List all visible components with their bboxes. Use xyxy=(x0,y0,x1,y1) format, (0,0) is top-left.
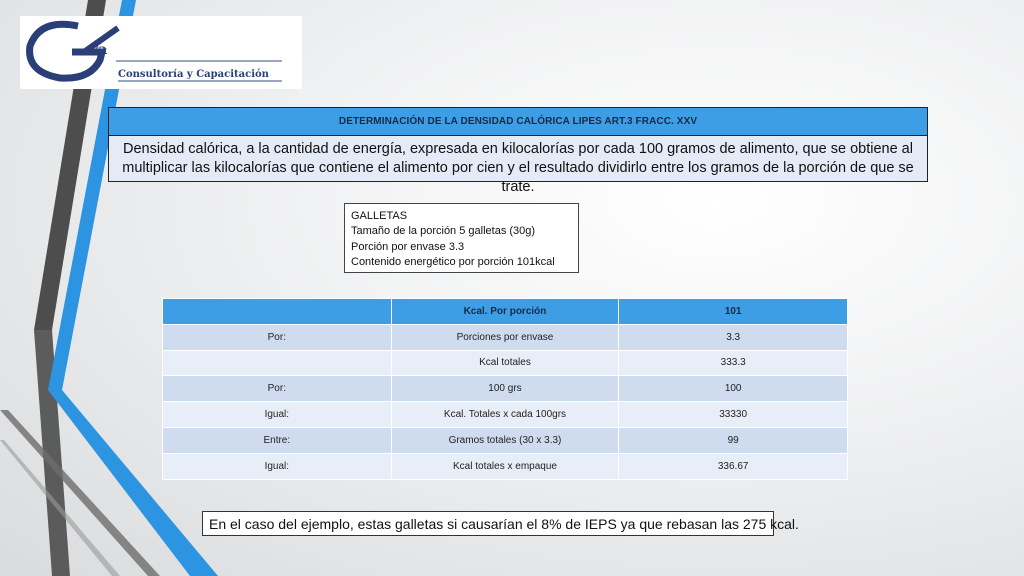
table-row xyxy=(163,453,848,479)
header-cell: Kcal. Por porción xyxy=(391,299,619,325)
row-label: Igual: xyxy=(163,453,392,479)
density-definition-table xyxy=(108,107,928,195)
table-row xyxy=(163,376,848,402)
header-cell xyxy=(163,299,392,325)
row-concept: Kcal. Totales x cada 100grs xyxy=(391,402,619,428)
table-row xyxy=(163,427,848,453)
row-label: Igual: xyxy=(163,402,392,428)
row-value: 3.3 xyxy=(619,324,848,350)
portion-size: Tamaño de la porción 5 galletas (30g) xyxy=(351,225,536,238)
calc-table-header xyxy=(163,299,848,325)
product-name: GALLETAS xyxy=(351,210,408,222)
header-cell: 101 xyxy=(619,299,848,325)
row-value: 33330 xyxy=(619,402,848,428)
row-value: 99 xyxy=(619,427,848,453)
row-value: 333.3 xyxy=(619,350,848,376)
row-concept: Kcal totales x empaque xyxy=(391,453,619,479)
row-value: 100 xyxy=(619,376,848,402)
logo-sub-letters: va xyxy=(90,42,108,58)
row-value: 336.67 xyxy=(619,453,848,479)
row-label: Entre: xyxy=(163,427,392,453)
table-row xyxy=(163,350,848,376)
row-concept: 100 grs xyxy=(391,376,619,402)
logo-tagline: Consultoría y Capacitación xyxy=(118,69,269,80)
table-row xyxy=(163,402,848,428)
row-concept: Kcal totales xyxy=(391,350,619,376)
energy-per-portion: Contenido energético por porción 101kcal xyxy=(351,255,555,268)
row-concept: Gramos totales (30 x 3.3) xyxy=(391,427,619,453)
table-row xyxy=(163,324,848,350)
definition-body: Densidad calórica, a la cantidad de energía, expresada en kilocalorías por cada 100 gramos de alimento, que se obtiene al multiplicar las kilocalorías que contiene el alimento por cien y el resultado dividirlo entre los gramos de la porción de que se trate. xyxy=(109,136,927,181)
definition-header: DETERMINACIÓN DE LA DENSIDAD CALÓRICA LIPES ART.3 FRACC. XXV xyxy=(109,108,927,136)
company-logo xyxy=(20,16,302,89)
conclusion-note: En el caso del ejemplo, estas galletas si causarían el 8% de IEPS ya que rebasan las 275 kcal. xyxy=(202,511,774,536)
row-label: Por: xyxy=(163,324,392,350)
portions-per-package: Porción por envase 3.3 xyxy=(351,240,465,253)
row-label: Por: xyxy=(163,376,392,402)
product-info-box xyxy=(344,203,579,273)
row-label xyxy=(163,350,392,376)
calculation-table xyxy=(162,298,848,480)
row-concept: Porciones por envase xyxy=(391,324,619,350)
